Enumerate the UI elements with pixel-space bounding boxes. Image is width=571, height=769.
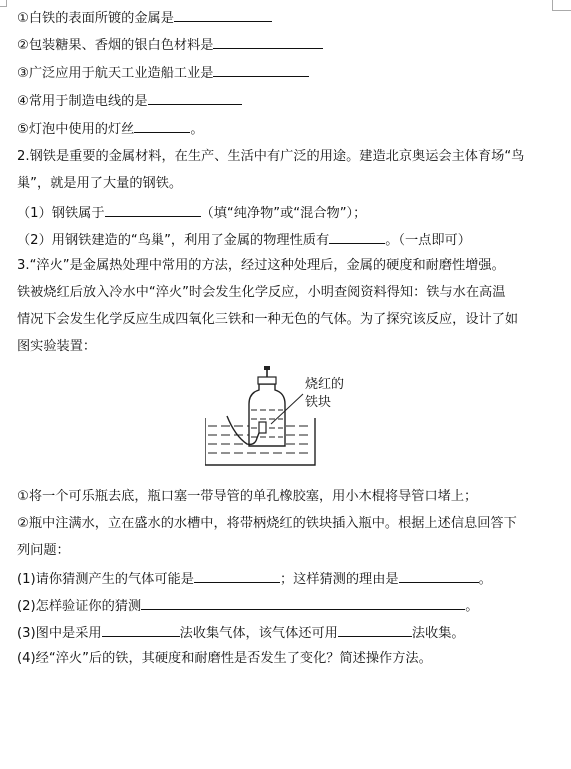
q2-part-2-text: （2）用钢铁建造的“鸟巢”，利用了金属的物理性质有 — [17, 233, 330, 248]
apparatus-diagram — [205, 364, 380, 469]
q3-sub-2 — [17, 595, 478, 615]
q3-sub-1-mid: ；这样猜测的理由是 — [279, 572, 399, 587]
iron-block — [259, 422, 266, 433]
q3-sub-3 — [17, 622, 465, 642]
q1-item-2-text: ②包装糖果、香烟的银白色材料是 — [17, 38, 214, 53]
quenching-apparatus-figure — [205, 364, 380, 469]
q3-sub-1 — [17, 568, 492, 588]
q2-part-1-suffix: （填“纯净物”或“混合物”）； — [200, 206, 367, 221]
answer-blank[interactable] — [102, 622, 180, 637]
q3-sub-2-text: (2)怎样验证你的猜测 — [17, 599, 142, 614]
q1-item-5-suffix: 。 — [190, 122, 204, 137]
q3-step-2-line-2: 列问题： — [17, 543, 70, 558]
q3-stem-line-3: 情况下会发生化学反应生成四氧化三铁和一种无色的气体。为了探究该反应，设计了如 — [17, 312, 519, 327]
q2-stem-line-2: 巢”，就是用了大量的钢铁。 — [17, 176, 183, 191]
q1-item-4 — [17, 90, 242, 110]
figure-label-line-2: 铁块 — [305, 395, 332, 410]
q3-step-1: ①将一个可乐瓶去底，瓶口塞一带导管的单孔橡胶塞，用小木棍将导管口堵上； — [17, 489, 478, 504]
q3-sub-1-text: (1)请你猜测产生的气体可能是 — [17, 572, 194, 587]
answer-blank[interactable] — [141, 595, 465, 610]
page-corner-mark-left — [0, 0, 7, 7]
q1-item-3 — [17, 62, 309, 82]
q1-item-5-text: ⑤灯泡中使用的灯丝 — [17, 122, 135, 137]
q2-part-2 — [17, 229, 471, 249]
q3-stem-line-1: 3.“淬火”是金属热处理中常用的方法，经过这种处理后，金属的硬度和耐磨性增强。 — [17, 258, 505, 273]
answer-blank[interactable] — [134, 118, 190, 133]
answer-blank[interactable] — [148, 90, 242, 105]
q3-sub-2-suffix: 。 — [465, 599, 479, 614]
q3-stem-line-2: 铁被烧红后放入冷水中“淬火”时会发生化学反应，小明查阅资料得知：铁与水在高温 — [17, 285, 506, 300]
answer-blank[interactable] — [329, 229, 385, 244]
q1-item-1 — [17, 7, 272, 27]
conduit-plug — [264, 366, 270, 370]
q2-part-2-suffix: 。（一点即可） — [385, 233, 471, 248]
q3-stem-line-4: 图实验装置： — [17, 339, 97, 354]
q3-sub-4: (4)经“淬火”后的铁，其硬度和耐磨性是否发生了变化？简述操作方法。 — [17, 651, 432, 666]
page-corner-mark-right — [552, 0, 571, 11]
q3-sub-3-text: (3)图中是采用 — [17, 626, 102, 641]
q3-sub-3-mid: 法收集气体，该气体还可用 — [179, 626, 338, 641]
q1-item-2 — [17, 34, 323, 54]
answer-blank[interactable] — [105, 202, 201, 217]
q3-sub-3-suffix: 法收集。 — [411, 626, 465, 641]
q1-item-5 — [17, 118, 204, 138]
q1-item-4-text: ④常用于制造电线的是 — [17, 94, 148, 109]
answer-blank[interactable] — [399, 568, 479, 583]
answer-blank[interactable] — [213, 34, 323, 49]
answer-blank[interactable] — [174, 7, 272, 22]
answer-blank[interactable] — [338, 622, 412, 637]
answer-blank[interactable] — [194, 568, 280, 583]
rubber-stopper — [258, 377, 276, 384]
q1-item-1-text: ①白铁的表面所镀的金属是 — [17, 11, 174, 26]
figure-label-line-1: 烧红的 — [305, 377, 345, 392]
q2-part-1-text: （1）钢铁属于 — [17, 206, 105, 221]
q2-stem-line-1: 2.钢铁是重要的金属材料，在生产、生活中有广泛的用途。建造北京奥运会主体育场“鸟 — [17, 149, 525, 164]
q3-step-2-line-1: ②瓶中注满水，立在盛水的水槽中，将带柄烧红的铁块插入瓶中。根据上述信息回答下 — [17, 516, 517, 531]
q1-item-3-text: ③广泛应用于航天工业造船工业是 — [17, 66, 214, 81]
answer-blank[interactable] — [213, 62, 309, 77]
q2-part-1 — [17, 202, 366, 222]
q3-sub-1-suffix: 。 — [478, 572, 492, 587]
